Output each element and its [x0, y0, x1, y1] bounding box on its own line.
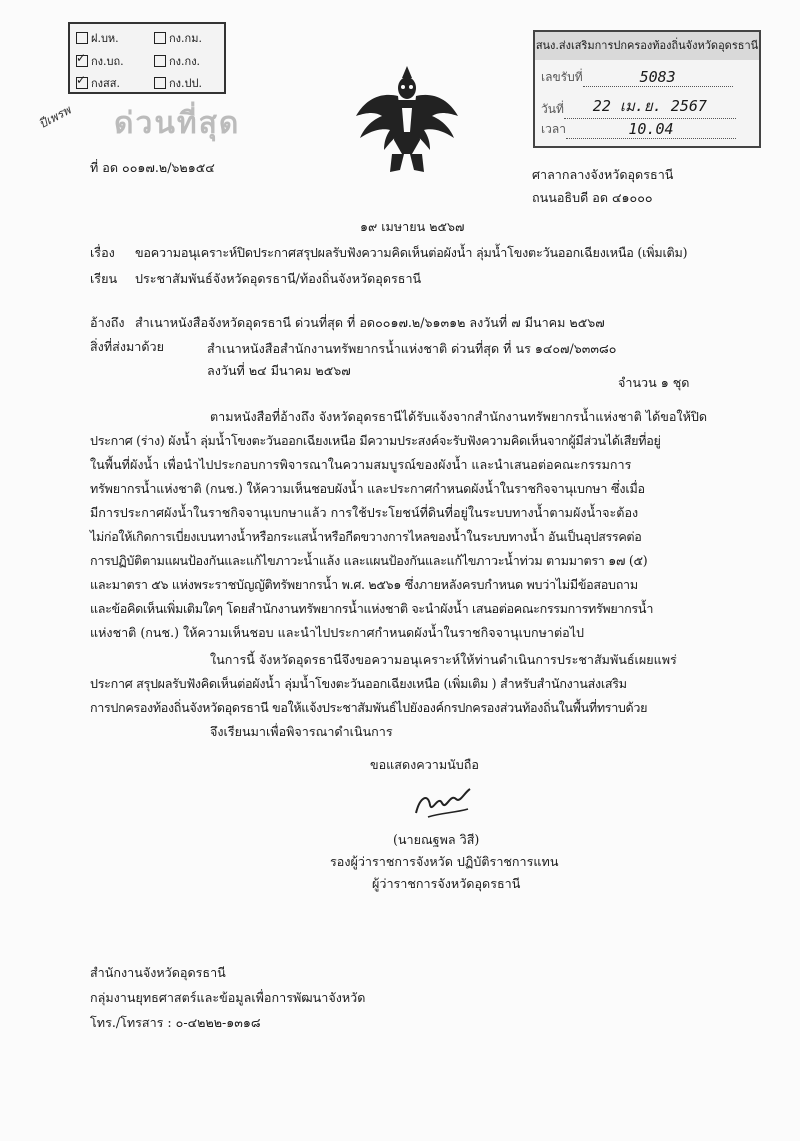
garuda-emblem-icon [352, 62, 462, 176]
receipt-stamp [533, 30, 761, 148]
signatory-name: (นายณฐพล วิสี) [393, 832, 480, 847]
to-label: เรียน [90, 271, 118, 286]
paragraph2-line: การปกครองท้องถิ่นจังหวัดอุดรธานี ขอให้แจ้งประชาสัมพันธ์ไปยังองค์กรปกครองส่วนท้องถิ่นในพื้นที่ทราบด้วย [90, 700, 648, 715]
routing-label: ฝ.บห. [91, 32, 119, 45]
stamp-header: สนง.ส่งเสริมการปกครองท้องถิ่นจังหวัดอุดรธานี [535, 32, 759, 60]
routing-checkbox-box [68, 22, 226, 94]
footer-office: สำนักงานจังหวัดอุดรธานี [90, 965, 226, 980]
routing-item [76, 29, 119, 47]
paragraph1-line: ในพื้นที่ผังน้ำ เพื่อนำไปประกอบการพิจารณาในความสมบูรณ์ของผังน้ำ และนำเสนอต่อคณะกรรมการ [90, 457, 632, 472]
paragraph1-line: ตามหนังสือที่อ้างถึง จังหวัดอุดรธานีได้รับแจ้งจากสำนักงานทรัพยากรน้ำแห่งชาติ ได้ขอให้ปิด [210, 409, 708, 424]
subject-label: เรื่อง [90, 245, 115, 260]
stamp-date-label: วันที่ [541, 102, 564, 116]
routing-item [154, 52, 200, 70]
paragraph1-line: และข้อคิดเห็นเพิ่มเติมใดๆ โดยสำนักงานทรัพยากรน้ำแห่งชาติ จะนำผังน้ำ เสนอต่อคณะกรรมการทรัพยากรน้ำ [90, 601, 654, 616]
reference-label: อ้างถึง [90, 315, 125, 330]
routing-item [76, 74, 120, 92]
routing-label: กง.ปป. [169, 77, 202, 90]
paragraph1-line: แห่งชาติ (กนช.) ให้ความเห็นชอบ และนำไปประกาศกำหนดผังน้ำในราชกิจจานุเบกษาต่อไป [90, 625, 585, 640]
enclosure-count: จำนวน ๑ ชุด [618, 375, 690, 390]
to-text: ประชาสัมพันธ์จังหวัดอุดรธานี/ท้องถิ่นจังหวัดอุดรธานี [135, 271, 422, 286]
enclosure-label: สิ่งที่ส่งมาด้วย [90, 339, 164, 354]
checkbox-icon [154, 32, 166, 44]
signatory-title: รองผู้ว่าราชการจังหวัด ปฏิบัติราชการแทน [330, 854, 559, 869]
paragraph1-line: ไม่ก่อให้เกิดการเบี่ยงเบนทางน้ำหรือกระแสน้ำหรือกีดขวางการไหลของน้ำในระบบทางน้ำ อันเป็นอุปสรรคต่อ [90, 529, 642, 544]
reference-text: สำเนาหนังสือจังหวัดอุดรธานี ด่วนที่สุด ที่ อด๐๐๑๗.๒/๖๑๓๑๒ ลงวันที่ ๗ มีนาคม ๒๕๖๗ [135, 315, 605, 330]
stamp-number-row [541, 68, 733, 87]
signature-icon [410, 783, 474, 823]
routing-item [76, 52, 124, 70]
document-number: ที่ อด ๐๐๑๗.๒/๖๒๑๕๔ [90, 160, 215, 175]
subject-text: ขอความอนุเคราะห์ปิดประกาศสรุปผลรับฟังความคิดเห็นต่อผังน้ำ ลุ่มน้ำโขงตะวันออกเฉียงเหนือ (เพิ่มเติม) [135, 245, 688, 260]
stamp-date-value: 22 เม.ย. 2567 [564, 94, 736, 119]
footer-phone: โทร./โทรสาร : ๐-๔๒๒๒-๑๓๑๘ [90, 1015, 261, 1030]
checkbox-icon [154, 55, 166, 67]
enclosure-line: ลงวันที่ ๒๔ มีนาคม ๒๕๖๗ [207, 363, 351, 378]
routing-item [154, 29, 202, 47]
routing-label: กง.กม. [169, 32, 202, 45]
footer-division: กลุ่มงานยุทธศาสตร์และข้อมูลเพื่อการพัฒนาจังหวัด [90, 990, 366, 1005]
handwritten-note: ปีเพรพ [36, 102, 74, 132]
stamp-time-row [541, 120, 736, 139]
routing-label: กง.บถ. [91, 55, 124, 68]
checkbox-icon [154, 77, 166, 89]
stamp-date-row [541, 94, 736, 119]
closing-salutation: ขอแสดงความนับถือ [370, 757, 479, 772]
sender-address-line: ถนนอธิบดี อด ๔๑๐๐๐ [532, 190, 653, 205]
paragraph2-line: ในการนี้ จังหวัดอุดรธานีจึงขอความอนุเคราะห์ให้ท่านดำเนินการประชาสัมพันธ์เผยแพร่ [210, 652, 677, 667]
stamp-time-value: 10.04 [566, 120, 736, 139]
paragraph1-line: ประกาศ (ร่าง) ผังน้ำ ลุ่มน้ำโขงตะวันออกเฉียงเหนือ มีความประสงค์จะรับฟังความคิดเห็นจากผู้มีส่วนได้เสียที่อยู่ [90, 433, 661, 448]
paragraph1-line: มีการประกาศผังน้ำในราชกิจจานุเบกษาแล้ว การใช้ประโยชน์ที่ดินที่อยู่ในระบบทางน้ำตามผังน้ำจะต้อง [90, 505, 639, 520]
paragraph1-line: และมาตรา ๕๖ แห่งพระราชบัญญัติทรัพยากรน้ำ พ.ศ. ๒๕๖๑ ซึ่งภายหลังครบกำหนด พบว่าไม่มีข้อสอบถาม [90, 577, 638, 592]
stamp-number-label: เลขรับที่ [541, 70, 583, 84]
sender-address-line: ศาลากลางจังหวัดอุดรธานี [532, 167, 674, 182]
routing-item [154, 74, 202, 92]
stamp-time-label: เวลา [541, 122, 566, 136]
enclosure-line: สำเนาหนังสือสำนักงานทรัพยากรน้ำแห่งชาติ ด่วนที่สุด ที่ นร ๑๔๐๗/๖๓๓๘๐ [207, 341, 617, 356]
checked-checkbox-icon [76, 77, 88, 89]
stamp-number-value: 5083 [583, 68, 733, 87]
paragraph1-line: การปฏิบัติตามแผนป้องกันและแก้ไขภาวะน้ำแล้ง และแผนป้องกันและแก้ไขภาวะน้ำท่วม ตามมาตรา ๑๗ (๕) [90, 553, 648, 568]
closing-request: จึงเรียนมาเพื่อพิจารณาดำเนินการ [210, 724, 393, 739]
document-date: ๑๙ เมษายน ๒๕๖๗ [360, 219, 465, 234]
routing-label: กง.กง. [169, 55, 201, 68]
secrecy-mark: ด่วนที่สุด [114, 106, 241, 141]
checkbox-icon [76, 32, 88, 44]
signatory-title: ผู้ว่าราชการจังหวัดอุดรธานี [372, 876, 521, 891]
paragraph1-line: ทรัพยากรน้ำแห่งชาติ (กนช.) ให้ความเห็นชอบผังน้ำ และประกาศกำหนดผังน้ำในราชกิจจานุเบกษา ซึ่งเมื่อ [90, 481, 645, 496]
routing-label: กงสส. [91, 77, 120, 90]
checked-checkbox-icon [76, 55, 88, 67]
paragraph2-line: ประกาศ สรุปผลรับฟังคิดเห็นต่อผังน้ำ ลุ่มน้ำโขงตะวันออกเฉียงเหนือ (เพิ่มเติม ) สำหรับสำนักงานส่งเสริม [90, 676, 627, 691]
